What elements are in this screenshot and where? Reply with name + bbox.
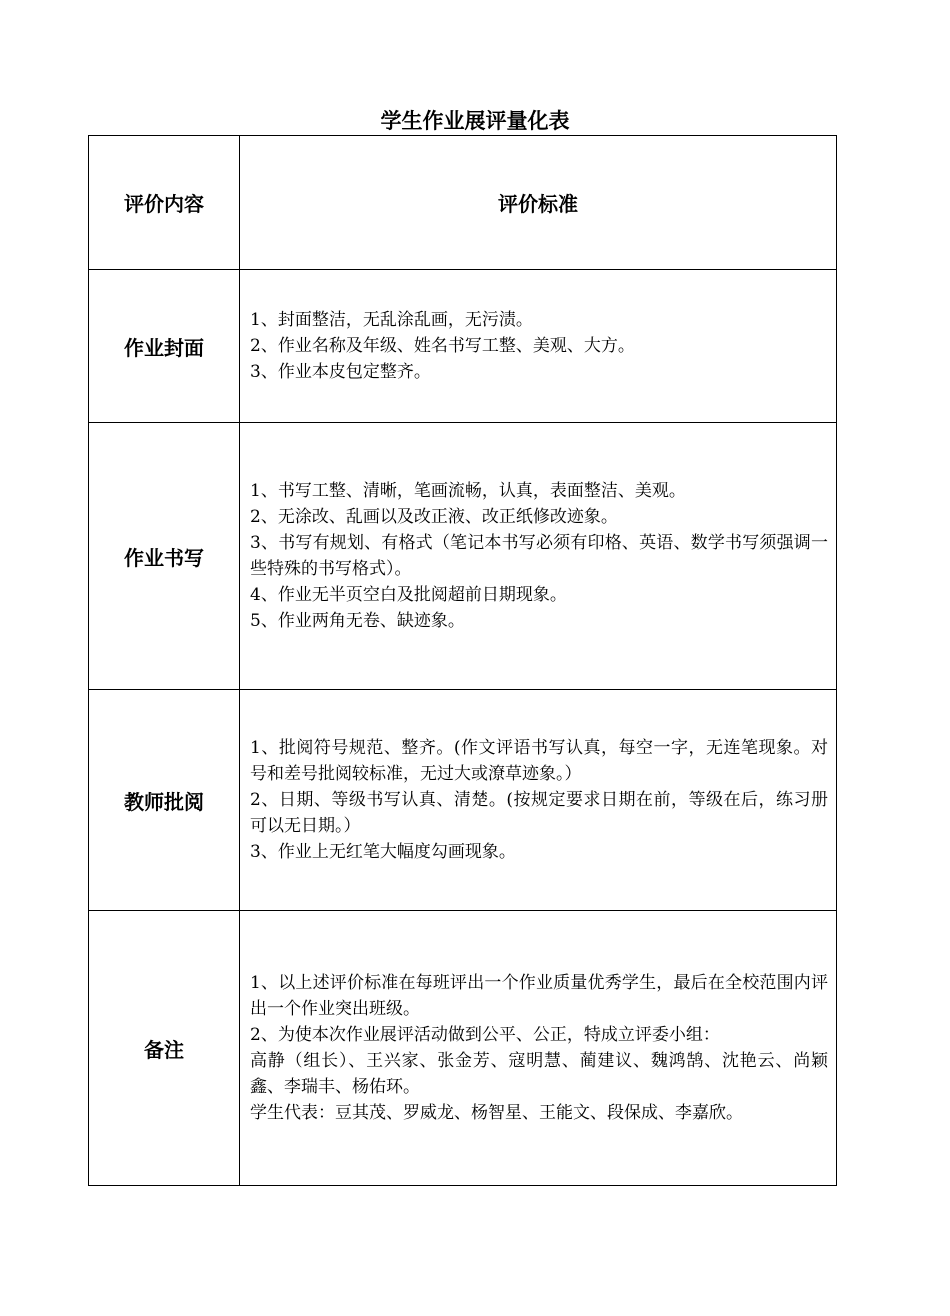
page-title: 学生作业展评量化表 — [380, 109, 570, 133]
standard-line: 2、作业名称及年级、姓名书写工整、美观、大方。 — [250, 336, 635, 356]
standard-line: 3、书写有规划、有格式（笔记本书写必须有印格、英语、数学书写须强调一些特殊的书写格式）。 — [250, 533, 828, 579]
table-header-row — [89, 136, 837, 270]
standard-line: 4、作业无半页空白及批阅超前日期现象。 — [250, 585, 567, 605]
standard-line: 5、作业两角无卷、缺迹象。 — [250, 611, 465, 631]
table-row-teacher-review — [89, 690, 837, 911]
standard-line: 2、为使本次作业展评活动做到公平、公正，特成立评委小组： — [250, 1025, 720, 1045]
standard-line: 2、日期、等级书写认真、清楚。(按规定要求日期在前，等级在后，练习册可以无日期。） — [250, 790, 828, 836]
row-item-cover: 作业封面 — [89, 270, 240, 423]
standard-line: 1、批阅符号规范、整齐。(作文评语书写认真，每空一字，无连笔现象。对号和差号批阅较标准，无过大或潦草迹象。） — [250, 738, 828, 784]
row-item-writing: 作业书写 — [89, 423, 240, 690]
evaluation-table — [88, 135, 837, 1186]
standard-line: 3、作业本皮包定整齐。 — [250, 362, 431, 382]
table-row-cover — [89, 270, 837, 423]
row-standard-writing — [240, 423, 837, 690]
row-standard-remarks — [240, 911, 837, 1186]
row-standard-cover — [240, 270, 837, 423]
row-item-remarks: 备注 — [89, 911, 240, 1186]
row-standard-teacher-review — [240, 690, 837, 911]
standard-line: 1、书写工整、清晰，笔画流畅，认真，表面整洁、美观。 — [250, 481, 686, 501]
standard-line: 1、封面整洁，无乱涂乱画，无污渍。 — [250, 310, 533, 330]
standard-line: 高静（组长）、王兴家、张金芳、寇明慧、蔺建议、魏鸿鹄、沈艳云、尚颖鑫、李瑞丰、杨佑环。 — [250, 1051, 828, 1097]
standard-line: 学生代表：豆其茂、罗威龙、杨智星、王能文、段保成、李嘉欣。 — [250, 1103, 743, 1123]
standard-line: 3、作业上无红笔大幅度勾画现象。 — [250, 842, 516, 862]
standard-line: 1、以上述评价标准在每班评出一个作业质量优秀学生，最后在全校范围内评出一个作业突出班级。 — [250, 973, 828, 1019]
row-item-teacher-review: 教师批阅 — [89, 690, 240, 911]
table-row-writing — [89, 423, 837, 690]
standard-line: 2、无涂改、乱画以及改正液、改正纸修改迹象。 — [250, 507, 618, 527]
table-row-remarks — [89, 911, 837, 1186]
header-content-cell: 评价内容 — [89, 136, 240, 270]
header-standard-cell: 评价标准 — [240, 136, 837, 270]
